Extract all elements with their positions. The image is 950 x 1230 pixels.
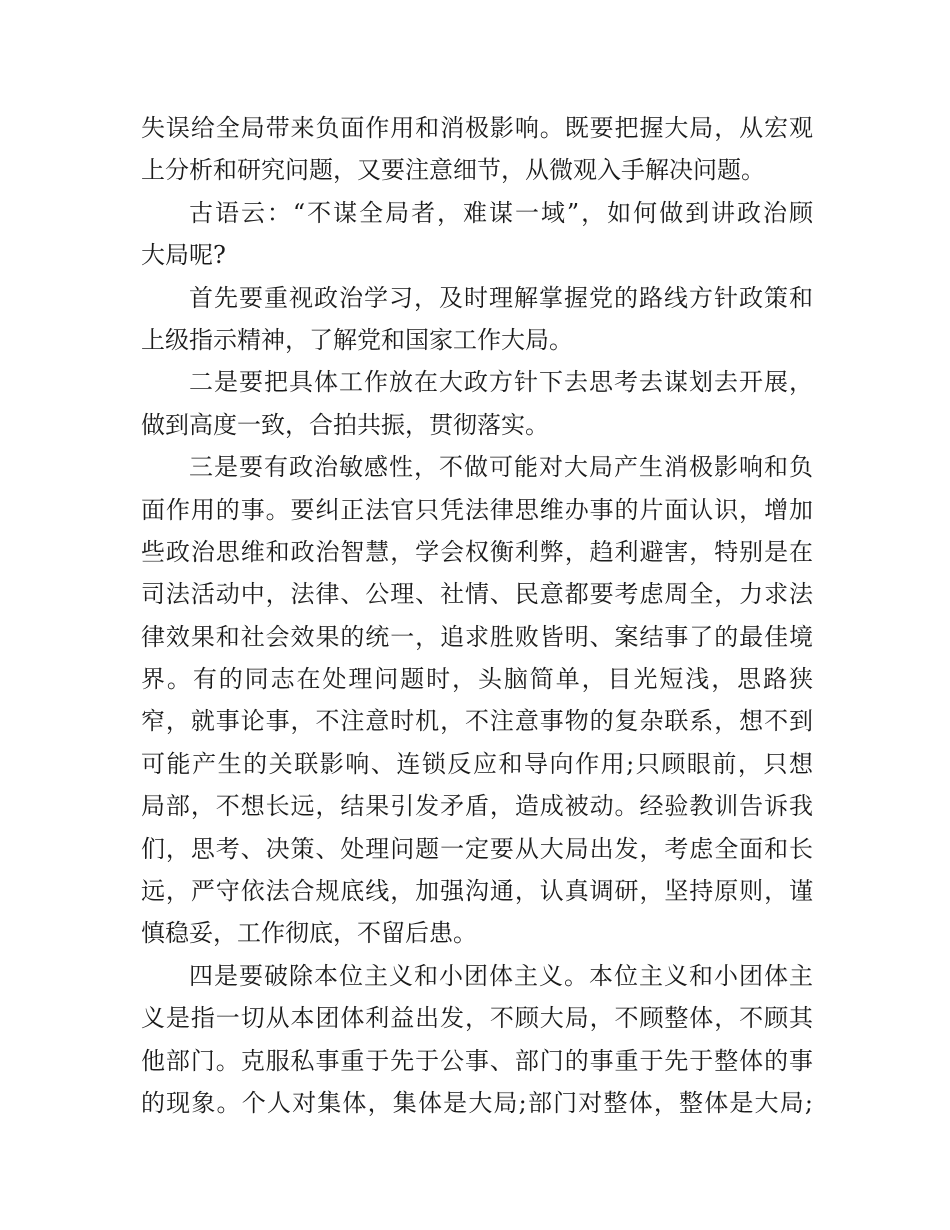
text-line: 窄，就事论事，不注意时机，不注意事物的复杂联系，想不到 xyxy=(141,707,813,736)
body-text xyxy=(141,107,813,1124)
text-line: 他部门。克服私事重于先于公事、部门的事重于先于整体的事 xyxy=(141,1046,813,1075)
text-line: 义是指一切从本团体利益出发，不顾大局，不顾整体，不顾其 xyxy=(141,1004,813,1033)
text-line: 面作用的事。要纠正法官只凭法律思维办事的片面认识，增加 xyxy=(141,495,813,524)
text-line: 大局呢? xyxy=(141,241,226,270)
text-line: 司法活动中，法律、公理、社情、民意都要考虑周全，力求法 xyxy=(141,580,813,609)
text-line: 们，思考、决策、处理问题一定要从大局出发，考虑全面和长 xyxy=(141,834,813,863)
paragraph-start-line: 首先要重视政治学习，及时理解掌握党的路线方针政策和 xyxy=(189,283,813,312)
text-line: 些政治思维和政治智慧，学会权衡利弊，趋利避害，特别是在 xyxy=(141,537,813,566)
text-line: 上级指示精神，了解党和国家工作大局。 xyxy=(141,325,573,354)
text-line: 做到高度一致，合拍共振，贯彻落实。 xyxy=(141,410,549,439)
text-line: 律效果和社会效果的统一，追求胜败皆明、案结事了的最佳境 xyxy=(141,622,813,651)
text-line: 局部，不想长远，结果引发矛盾，造成被动。经验教训告诉我 xyxy=(141,792,813,821)
text-line: 远，严守依法合规底线，加强沟通，认真调研，坚持原则，谨 xyxy=(141,877,813,906)
text-line: 上分析和研究问题，又要注意细节，从微观入手解决问题。 xyxy=(141,156,765,185)
text-line: 的现象。个人对集体，集体是大局;部门对整体，整体是大局; xyxy=(141,1088,813,1117)
text-line: 界。有的同志在处理问题时，头脑简单，目光短浅，思路狭 xyxy=(141,665,813,694)
paragraph-start-line: 二是要把具体工作放在大政方针下去思考去谋划去开展， xyxy=(189,368,813,397)
paragraph-start-line: 古语云：“不谋全局者，难谋一域”，如何做到讲政治顾 xyxy=(189,198,813,227)
text-line: 失误给全局带来负面作用和消极影响。既要把握大局，从宏观 xyxy=(141,114,813,142)
text-line: 可能产生的关联影响、连锁反应和导向作用;只顾眼前，只想 xyxy=(141,749,813,778)
paragraph-start-line: 三是要有政治敏感性，不做可能对大局产生消极影响和负 xyxy=(189,453,813,482)
paragraph-start-line: 四是要破除本位主义和小团体主义。本位主义和小团体主 xyxy=(189,961,813,990)
text-line: 慎稳妥，工作彻底，不留后患。 xyxy=(141,919,477,948)
